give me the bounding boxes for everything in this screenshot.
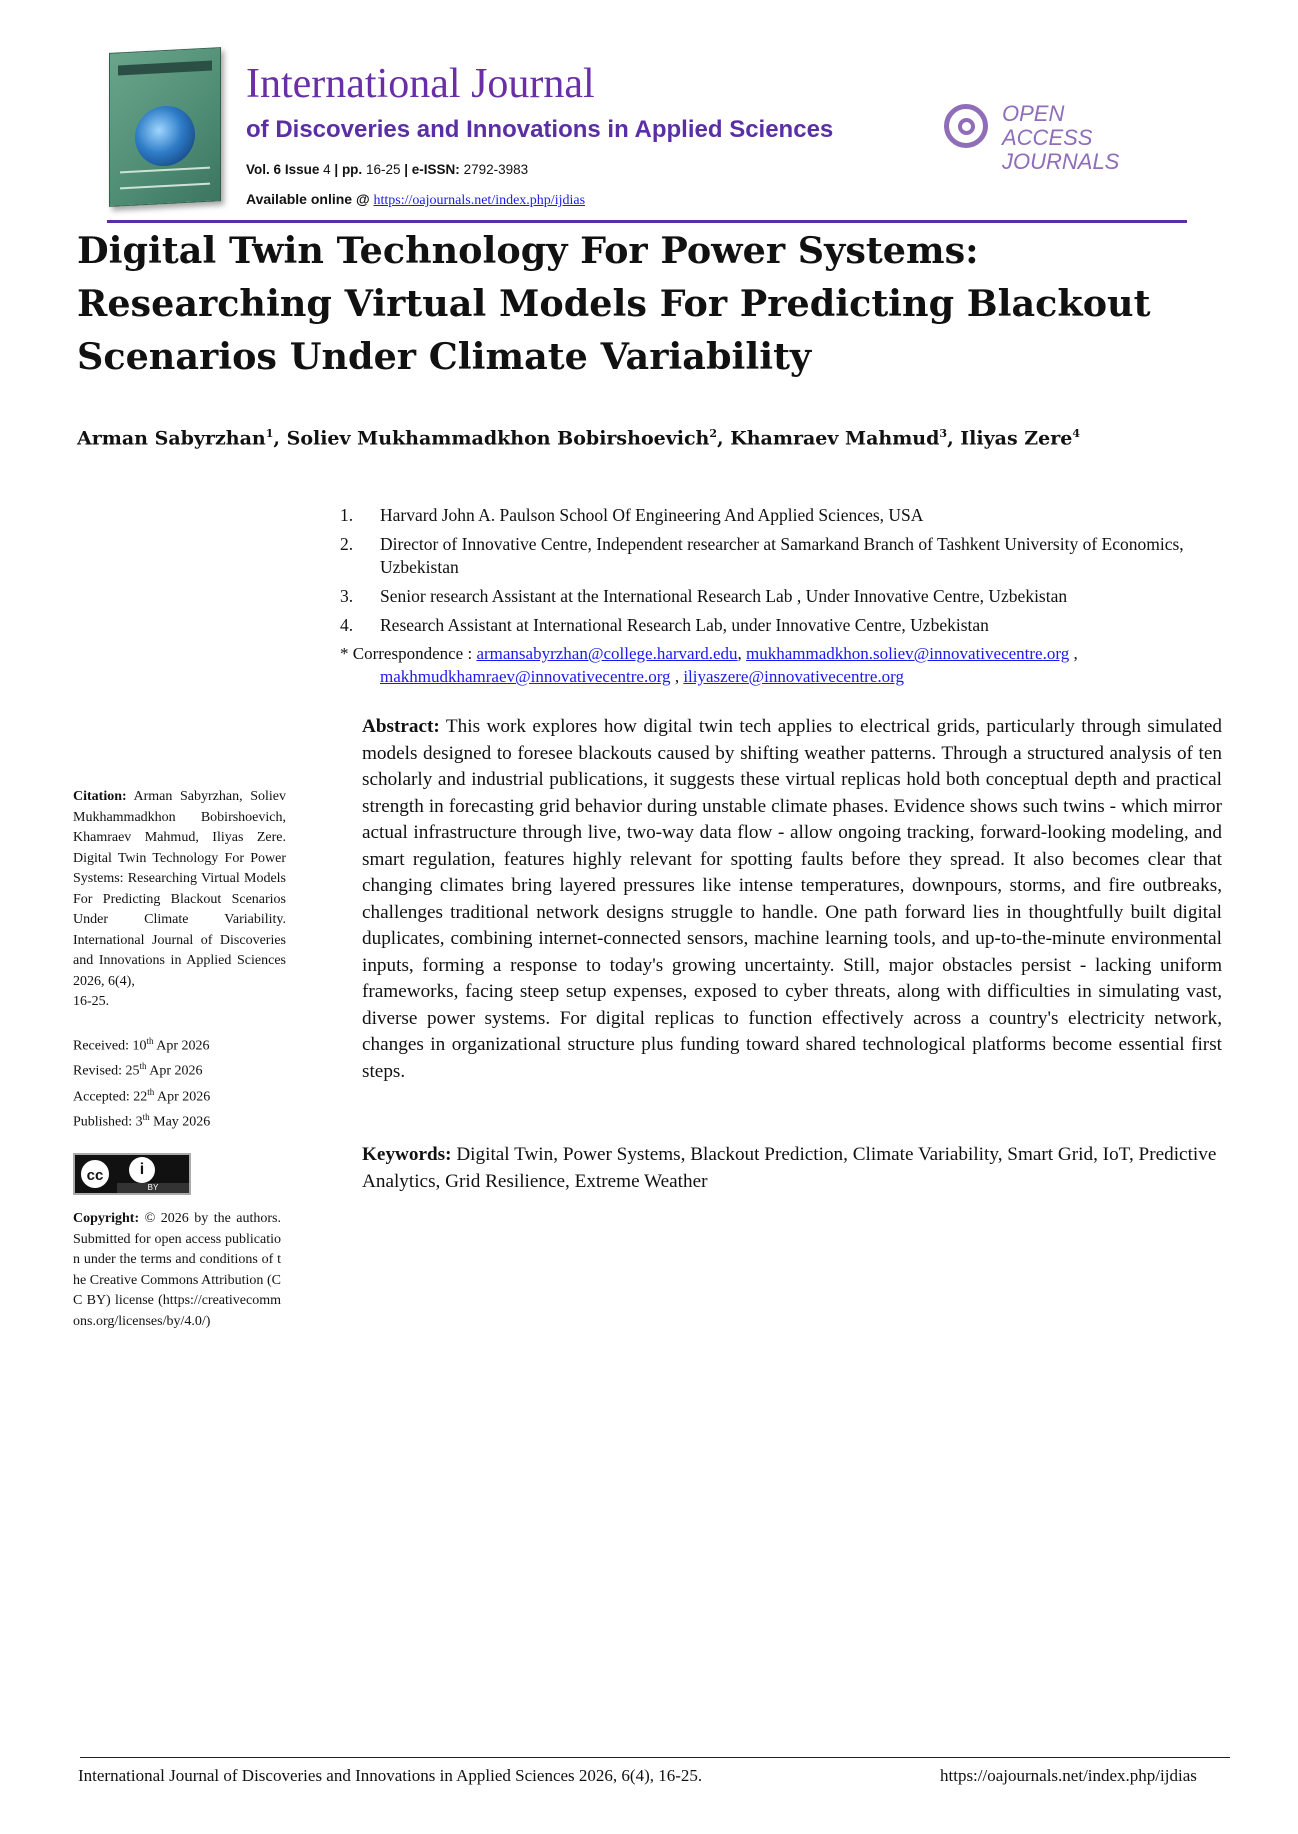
affiliation-item xyxy=(340,614,1190,637)
journal-subtitle: of Discoveries and Innovations in Applied Sciences xyxy=(246,116,834,143)
header-divider xyxy=(107,220,1187,223)
author-name: Arman Sabyrzhan xyxy=(77,427,266,450)
author-affiliation-mark: 4 xyxy=(1072,427,1080,440)
affiliation-item xyxy=(340,504,1190,527)
vol-label: Vol. xyxy=(246,162,270,177)
correspondence-email-link[interactable]: mukhammadkhon.soliev@innovativecentre.org xyxy=(746,644,1070,663)
date-revised: Revised: 25th Apr 2026 xyxy=(73,1061,203,1079)
available-online-line xyxy=(246,191,585,209)
eissn-label: e-ISSN: xyxy=(411,162,460,177)
date-published: Published: 3th May 2026 xyxy=(73,1112,211,1131)
citation-pages: 16-25. xyxy=(73,994,110,1009)
open-access-logo-icon xyxy=(944,104,988,148)
correspondence-email-link[interactable]: iliyaszere@innovativecentre.org xyxy=(683,667,904,686)
date-received: Received: 10th Apr 2026 xyxy=(73,1035,210,1054)
volume-line: Vol. 6 Issue 4 | pp. 16-25 | e-ISSN: 2792-3983 xyxy=(246,162,529,177)
journal-cover-image xyxy=(109,47,221,207)
author-list: Arman Sabyrzhan$^1$, Soliev Mukhammadkhon Bobirshoevich$^2$, Khamraev Mahmud$^3$, Iliyas Zere$^4$ xyxy=(77,427,1080,450)
author-affiliation-mark: 2 xyxy=(709,427,717,440)
affiliation-number: 1. xyxy=(340,505,354,525)
keywords xyxy=(362,1142,1242,1195)
affiliation-text: Director of Innovative Centre, Independent researcher at Samarkand Branch of Tashkent University of Economics, Uzbekistan xyxy=(380,534,1184,577)
paper-title: Digital Twin Technology For Power Systems: Researching Virtual Models For Predicting Blackout Scenarios Under Climate Variability xyxy=(77,229,1151,378)
copyright-block xyxy=(73,1209,281,1332)
creative-commons-icon: cc xyxy=(79,1158,111,1190)
keywords-text: Digital Twin, Power Systems, Blackout Prediction, Climate Variability, Smart Grid, IoT, Predictive Analytics, Grid Resilience, Extreme Weather xyxy=(362,1144,1217,1192)
abstract xyxy=(362,714,1222,1085)
cc-by-license-badge[interactable] xyxy=(73,1153,191,1195)
correspondence-email-link[interactable]: makhmudkhamraev@innovativecentre.org xyxy=(380,667,671,686)
author-affiliation-mark: 1 xyxy=(265,427,274,440)
citation-label: Citation: xyxy=(73,789,127,804)
affiliation-number: 3. xyxy=(340,586,354,606)
attribution-person-icon: i xyxy=(129,1157,155,1183)
affiliation-text: Harvard John A. Paulson School Of Engineering And Applied Sciences, USA xyxy=(380,505,924,525)
article-dates xyxy=(73,1031,286,1134)
article-info-sidebar xyxy=(73,787,286,1332)
journal-url-link[interactable]: https://oajournals.net/index.php/ijdias xyxy=(373,193,586,208)
citation-text: Arman Sabyrzhan, Soliev Mukhammadkhon Bobirshoevich, Khamraev Mahmud, Iliyas Zere. Digital Twin Technology For Power Systems: Researching Virtual Models For Predicting Blackout Scenarios Under Climate Variability. International Journal of Discoveries and Innovations in Applied Sciences 2026, 6(4), xyxy=(73,789,286,989)
citation-block xyxy=(73,787,286,1013)
affiliation-item xyxy=(340,533,1190,579)
cover-title-band xyxy=(118,61,212,76)
oa-logo-line2: ACCESS JOURNALS xyxy=(1002,125,1120,174)
affiliation-number: 4. xyxy=(340,615,354,635)
author-name: Khamraev Mahmud xyxy=(730,427,940,450)
affiliation-list xyxy=(340,504,1190,643)
cover-lines-graphic xyxy=(120,167,210,190)
date-accepted: Accepted: 22th Apr 2026 xyxy=(73,1086,211,1105)
open-access-logo-text xyxy=(1002,102,1184,174)
copyright-label: Copyright: xyxy=(73,1211,140,1227)
abstract-text: This work explores how digital twin tech applies to electrical grids, particularly through simulated models designed to foresee blackouts caused by shifting weather patterns. Through a structured analysis of ten scholarly and industrial publications, it suggests these virtual replicas hold both conceptual depth and practical strength in forecasting grid behavior during unstable climate phases. Evidence shows such twins - which mirror actual infrastructure through live, two-way data flow - allow ongoing tracking, forward-looking modeling, and smart regulation, features highly relevant for spotting faults before they spread. It also becomes clear that changing climates bring layered pressures like intense temperatures, downpours, storms, and fire outbreaks, challenges traditional network designs struggle to handle. One path forward lies in thoughtfully built digital duplicates, combining internet-connected sensors, machine learning tools, and up-to-the-minute environmental inputs, forming a response to today's growing uncertainty. Still, major obstacles persist - lacking uniform frameworks, facing steep setup expenses, exposed to cyber threats, along with difficulties in simulating vast, diverse power systems. For digital replicas to function effectively across a country's electricity network, changes in organizational structure plus funding toward shared technological platforms become essential first steps. xyxy=(362,716,1223,1082)
oa-logo-line1: OPEN xyxy=(1002,101,1065,126)
open-access-journals-logo xyxy=(944,101,1184,174)
footer-citation: International Journal of Discoveries and Innovations in Applied Sciences 2026, 6(4), 16-25. xyxy=(78,1766,703,1785)
journal-title: International Journal xyxy=(246,61,595,107)
available-label: Available online @ xyxy=(246,191,370,207)
cover-globe-graphic xyxy=(135,104,195,167)
author-name: Soliev Mukhammadkhon Bobirshoevich xyxy=(286,427,710,450)
pp-label: pp. xyxy=(341,162,363,177)
author-affiliation-mark: 3 xyxy=(939,427,948,440)
author-name: Iliyas Zere xyxy=(960,427,1073,450)
issue-label: Issue xyxy=(284,162,320,177)
by-label: BY xyxy=(117,1183,189,1193)
correspondence: * Correspondence : armansabyrzhan@college.harvard.edu, mukhammadkhon.soliev@innovativecentre.org , makhmudkhamraev@innovativecentre.org , iliyaszere@innovativecentre.org xyxy=(340,644,1078,686)
eissn-number: 2792-3983 xyxy=(463,162,529,177)
footer-divider xyxy=(80,1757,1230,1758)
affiliation-number: 2. xyxy=(340,534,354,554)
correspondence-email-link[interactable]: armansabyrzhan@college.harvard.edu xyxy=(476,644,738,663)
footer-url: https://oajournals.net/index.php/ijdias xyxy=(940,1766,1197,1785)
correspondence-label: * Correspondence : xyxy=(340,644,473,663)
abstract-label: Abstract: xyxy=(362,716,440,737)
affiliation-text: Senior research Assistant at the International Research Lab , Under Innovative Centre, Uzbekistan xyxy=(380,586,1068,606)
page-range: 16-25 xyxy=(365,162,401,177)
affiliation-text: Research Assistant at International Research Lab, under Innovative Centre, Uzbekistan xyxy=(380,615,989,635)
copyright-text: © 2026 by the authors. Submitted for open access publication under the terms and conditions of the Creative Commons Attribution (CC BY) license (https://creativecommons.org/licenses/by/4.0/) xyxy=(73,1211,281,1329)
issue-number: 4 xyxy=(323,162,331,177)
keywords-label: Keywords: xyxy=(362,1144,452,1165)
affiliation-item xyxy=(340,585,1190,608)
vol-number: 6 xyxy=(273,162,282,177)
